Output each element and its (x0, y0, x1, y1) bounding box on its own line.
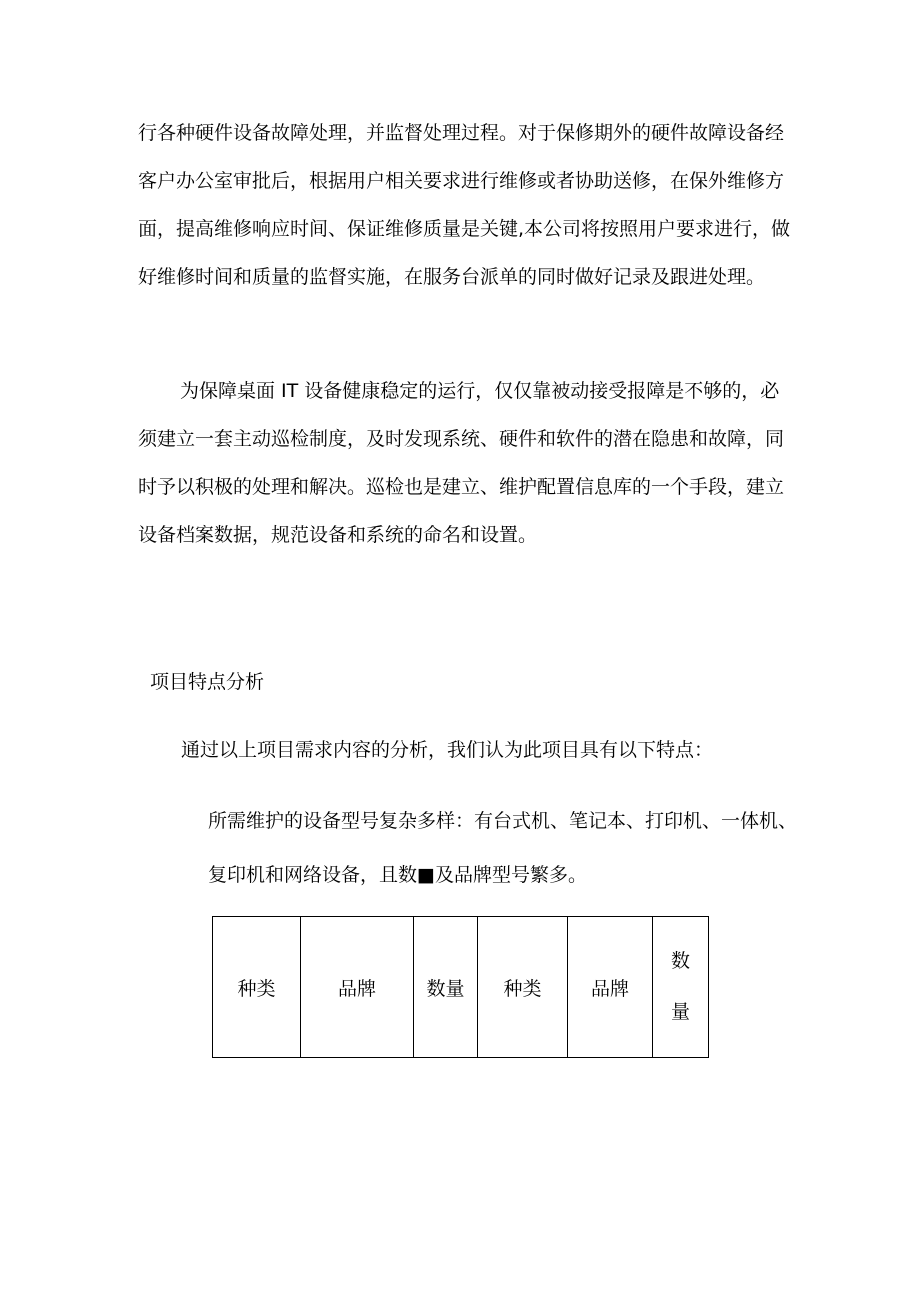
header-brand: 品牌 (301, 917, 414, 1058)
header-category: 种类 (213, 917, 301, 1058)
header-quantity-2 (653, 917, 709, 1058)
section-heading: 项目特点分析 (150, 671, 265, 693)
header-quantity: 数量 (414, 917, 478, 1058)
paragraph-inspection: 为保障桌面 IT 设备健康稳定的运行，仅仅靠被动接受报障是不够的，必须建立一套主动巡检制度，及时发现系统、硬件和软件的潜在隐患和故障，同时予以积极的处理和解决。巡检也是建立、维护配置信息库的一个手段，建立设备档案数据，规范设备和系统的命名和设置。 (138, 380, 785, 546)
header-brand-2: 品牌 (568, 917, 653, 1058)
header-category-2: 种类 (478, 917, 568, 1058)
paragraph-hardware-repair: 行各种硬件设备故障处理，并监督处理过程。对于保修期外的硬件故障设备经客户办公室审批后，根据用户相关要求进行维修或者协助送修，在保外维修方面，提高维修响应时间、保证维修质量是关键,本公司将按照用户要求进行，做好维修时间和质量的监督实施，在服务台派单的同时做好记录及跟进处理。 (138, 122, 791, 288)
section-intro: 通过以上项目需求内容的分析，我们认为此项目具有以下特点： (181, 739, 714, 761)
feature-item: 所需维护的设备型号复杂多样：有台式机、笔记本、打印机、一体机、复印机和网络设备，且数■及品牌型号繁多。 (208, 810, 798, 886)
header-quantity-2-text: 数量 (670, 950, 690, 1023)
device-table (212, 916, 709, 1058)
table-header-row (213, 917, 709, 1058)
